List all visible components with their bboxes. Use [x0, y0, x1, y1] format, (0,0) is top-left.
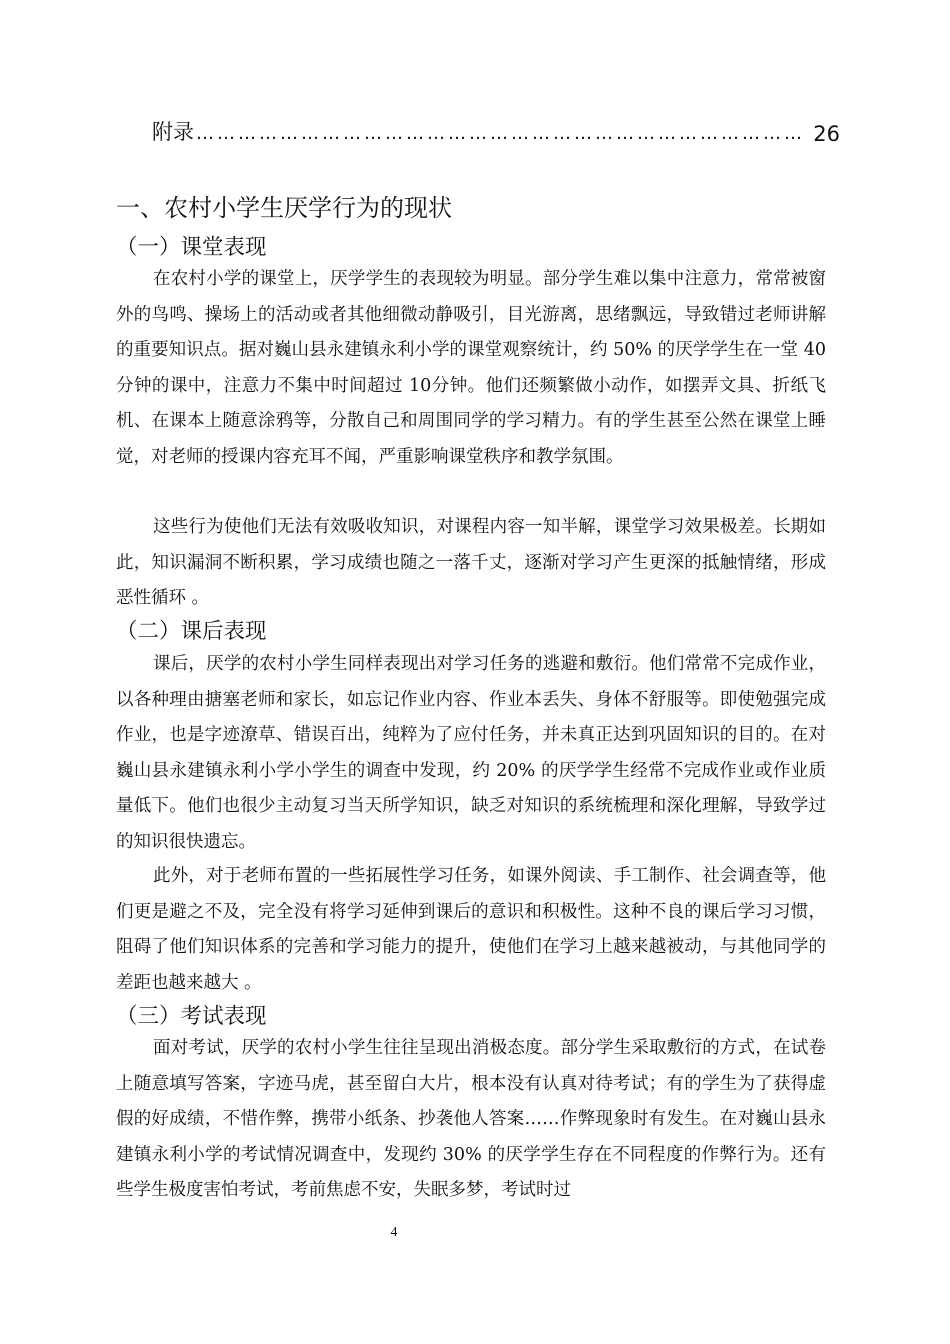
- toc-entry-appendix[interactable]: [152, 114, 840, 146]
- section-heading-exam: （三）考试表现: [116, 1004, 267, 1029]
- paragraph-exam-1: 面对考试，厌学的农村小学生往往呈现出消极态度。部分学生采取敷衍的方式，在试卷上随意填写答案，字迹马虎，甚至留白大片，根本没有认真对待考试；有的学生为了获得虚假的好成绩，不惜作弊，携带小纸条、抄袭他人答案……作弊现象时有发生。在对巍山县永建镇永利小学的考试情况调查中，发现约 30% 的厌学学生存在不同程度的作弊行为。还有些学生极度害怕考试，考前焦虑不安，失眠多梦，考试时过: [116, 1038, 826, 1200]
- toc-label: 附录: [152, 120, 194, 144]
- paragraph-classroom-2: 这些行为使他们无法有效吸收知识，对课程内容一知半解，课堂学习效果极差。长期如此，知识漏洞不断积累，学习成绩也随之一落千丈，逐渐对学习产生更深的抵触情绪，形成恶性循环 。: [116, 517, 826, 608]
- toc-page-number: 26: [813, 122, 840, 146]
- paragraph-after-class-1: 课后，厌学的农村小学生同样表现出对学习任务的逃避和敷衍。他们常常不完成作业，以各种理由搪塞老师和家长，如忘记作业内容、作业本丢失、身体不舒服等。即使勉强完成作业，也是字迹潦草、错误百出，纯粹为了应付任务，并未真正达到巩固知识的目的。在对巍山县永建镇永利小学小学生的调查中发现，约 20% 的厌学学生经常不完成作业或作业质量低下。他们也很少主动复习当天所学知识，缺乏对知识的系统梳理和深化理解，导致学过的知识很快遗忘。: [116, 654, 826, 852]
- chapter-heading: 一、农村小学生厌学行为的现状: [116, 194, 452, 222]
- paragraph-after-class-2: 此外，对于老师布置的一些拓展性学习任务，如课外阅读、手工制作、社会调查等，他们更是避之不及，完全没有将学习延伸到课后的意识和积极性。这种不良的课后学习习惯，阻碍了他们知识体系的完善和学习能力的提升，使他们在学习上越来越被动，与其他同学的差距也越来越大 。: [116, 866, 826, 993]
- section-heading-classroom: （一）课堂表现: [116, 235, 267, 260]
- section-heading-after-class: （二）课后表现: [116, 619, 267, 644]
- page-number: 4: [390, 1225, 398, 1240]
- toc-leader-dots: ……………………………………………………………………………: [196, 123, 805, 144]
- paragraph-classroom-1: 在农村小学的课堂上，厌学学生的表现较为明显。部分学生难以集中注意力，常常被窗外的鸟鸣、操场上的活动或者其他细微动静吸引，目光游离，思绪飘远，导致错过老师讲解的重要知识点。据对巍山县永建镇永利小学的课堂观察统计，约 50% 的厌学学生在一堂 40 分钟的课中，注意力不集中时间超过 10分钟。他们还频繁做小动作，如摆弄文具、折纸飞机、在课本上随意涂鸦等，分散自己和周围同学的学习精力。有的学生甚至公然在课堂上睡觉，对老师的授课内容充耳不闻，严重影响课堂秩序和教学氛围。: [116, 269, 826, 467]
